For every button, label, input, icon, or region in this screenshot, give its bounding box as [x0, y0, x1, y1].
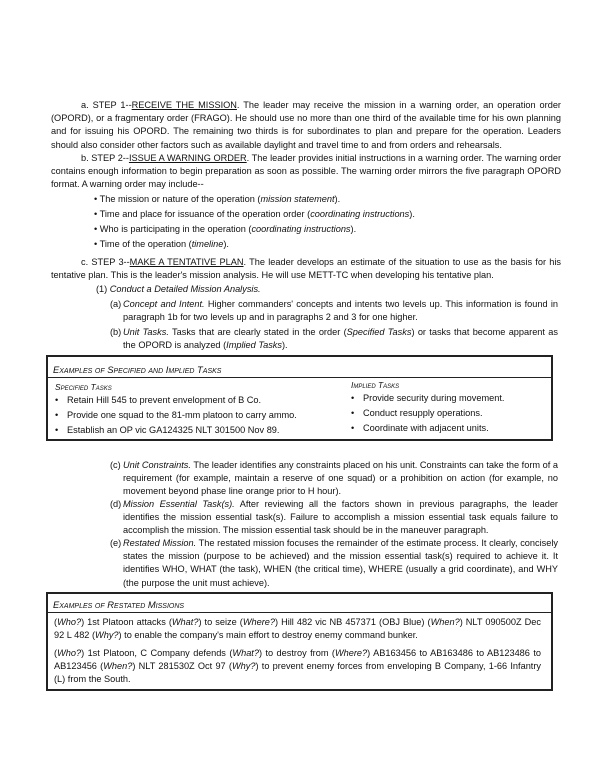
warning-order-list: [94, 193, 554, 253]
list-item: • Provide one squad to the 81-mm platoon to carry ammo.: [55, 410, 297, 421]
step-1-paragraph: [51, 99, 561, 152]
box-divider: [48, 377, 551, 378]
list-item: • Establish an OP vic GA124325 NLT 301500 Nov 89.: [55, 425, 280, 436]
step-2-label: b. STEP 2--: [81, 153, 129, 163]
list-item: • Who is participating in the operation (coordinating instructions).: [94, 224, 357, 234]
restated-missions-box: [46, 592, 553, 691]
item-title: Concept and Intent.: [123, 299, 205, 309]
item-title: Mission Essential Task(s).: [123, 499, 235, 509]
mission-analysis-heading: (1) Conduct a Detailed Mission Analysis.: [96, 284, 261, 294]
step-2-text: . The leader provides initial instructions in a warning order. The warning order contains enough information to begin preparation as soon as possible. The warning order mirrors the five paragraph OPORD format. A warning order may include--: [51, 153, 562, 190]
item-title: Unit Constraints.: [123, 460, 191, 470]
step-1-text: . The leader may receive the mission in a warning order, an operation order (OPORD), or a fragmentary order (FRAGO). He should use no more than one third of the available time for his own planning and for issuing his OPORD. The remaining two thirds is for subordinates to plan and prepare for the operation. Leaders should also consider other factors such as available daylight and travel time to and from orders and rehearsals.: [51, 100, 561, 150]
step-3-heading: MAKE A TENTATIVE PLAN: [129, 257, 244, 267]
item-title: Unit Tasks.: [123, 327, 169, 337]
specified-implied-tasks-box: [46, 355, 553, 441]
restated-mission-example-2: (Who?) 1st Platoon, C Company defends (What?) to destroy from (Where?) AB163456 to AB163486 to AB123486 to AB123456 (When?) NLT 281530Z Oct 97 (Why?) to prevent enemy forces from enveloping B Company, 1-66 Infantry (L) from the South.: [54, 648, 542, 685]
box-title: Examples of Restated Missions: [53, 599, 185, 610]
item-title: Restated Mission.: [123, 538, 197, 548]
step-2-heading: ISSUE A WARNING ORDER: [128, 153, 247, 163]
list-item: • Provide security during movement.: [351, 393, 505, 404]
list-item: • Time and place for issuance of the operation order (coordinating instructions).: [94, 209, 415, 219]
list-item: • Coordinate with adjacent units.: [351, 423, 489, 434]
specified-tasks-column: [55, 381, 345, 439]
box-title: Examples of Specified and Implied Tasks: [53, 364, 222, 375]
list-item: • Conduct resupply operations.: [351, 408, 483, 419]
step-1-heading: RECEIVE THE MISSION: [131, 100, 237, 110]
implied-tasks-column: [351, 379, 546, 437]
list-item: • The mission or nature of the operation (mission statement).: [94, 194, 341, 204]
step-2-paragraph: [51, 152, 561, 192]
list-item: • Retain Hill 545 to prevent envelopment of B Co.: [55, 395, 262, 406]
item-concept-intent: (a) Concept and Intent. Higher commanders' concepts and intents two levels up. This information is found in paragraph 1b for two levels up and in paragraphs 2 and 3 for one higher.: [110, 299, 558, 323]
step-3-label: c. STEP 3--: [81, 257, 130, 267]
item-unit-constraints: (c) Unit Constraints. The leader identifies any constraints placed on his unit. Constraints can take the form of a requirement (for example, maintain a reserve of one squad) or a prohibition on action (for example, no movement beyond phase line orange prior to H hour).: [110, 460, 558, 497]
step-3-paragraph: [51, 256, 561, 282]
implied-tasks-head: Implied Tasks: [351, 380, 400, 390]
list-item: • Time of the operation (timeline).: [94, 239, 229, 249]
item-mission-essential-tasks: (d) Mission Essential Task(s). After reviewing all the factors shown in previous paragraphs, the leader identifies the mission essential task(s). Failure to accomplish a mission essential task equals failure to accomplish the mission. The mission essential task should be in the maneuver paragraph.: [110, 499, 558, 536]
specified-tasks-head: Specified Tasks: [55, 382, 112, 392]
step-3-text: . The leader develops an estimate of the situation to use as the basis for his tentative plan. This is the leader's mission analysis. He will use METT-TC when developing his tentative plan.: [51, 257, 561, 281]
item-restated-mission: (e) Restated Mission. The restated mission focuses the remainder of the estimate process. It clearly, concisely states the mission (purpose to be achieved) and the mission essential task(s) required to achieve it. It identifies WHO, WHAT (the task), WHEN (the critical time), WHERE (usually a grid coordinate), and WHY (the purpose the unit must achieve).: [110, 538, 558, 588]
restated-mission-example-1: (Who?) 1st Platoon attacks (What?) to seize (Where?) Hill 482 vic NB 457371 (OBJ Blue) (When?) NLT 090500Z Dec 92 L 482 (Why?) to enable the company's main effort to destroy enemy command bunker.: [54, 617, 541, 641]
box-divider: [48, 612, 551, 613]
item-unit-tasks: (b) Unit Tasks. Tasks that are clearly stated in the order (Specified Tasks) or tasks that become apparent as the OPORD is analyzed (Implied Tasks).: [110, 327, 558, 351]
step-1-label: a. STEP 1--: [81, 100, 132, 110]
